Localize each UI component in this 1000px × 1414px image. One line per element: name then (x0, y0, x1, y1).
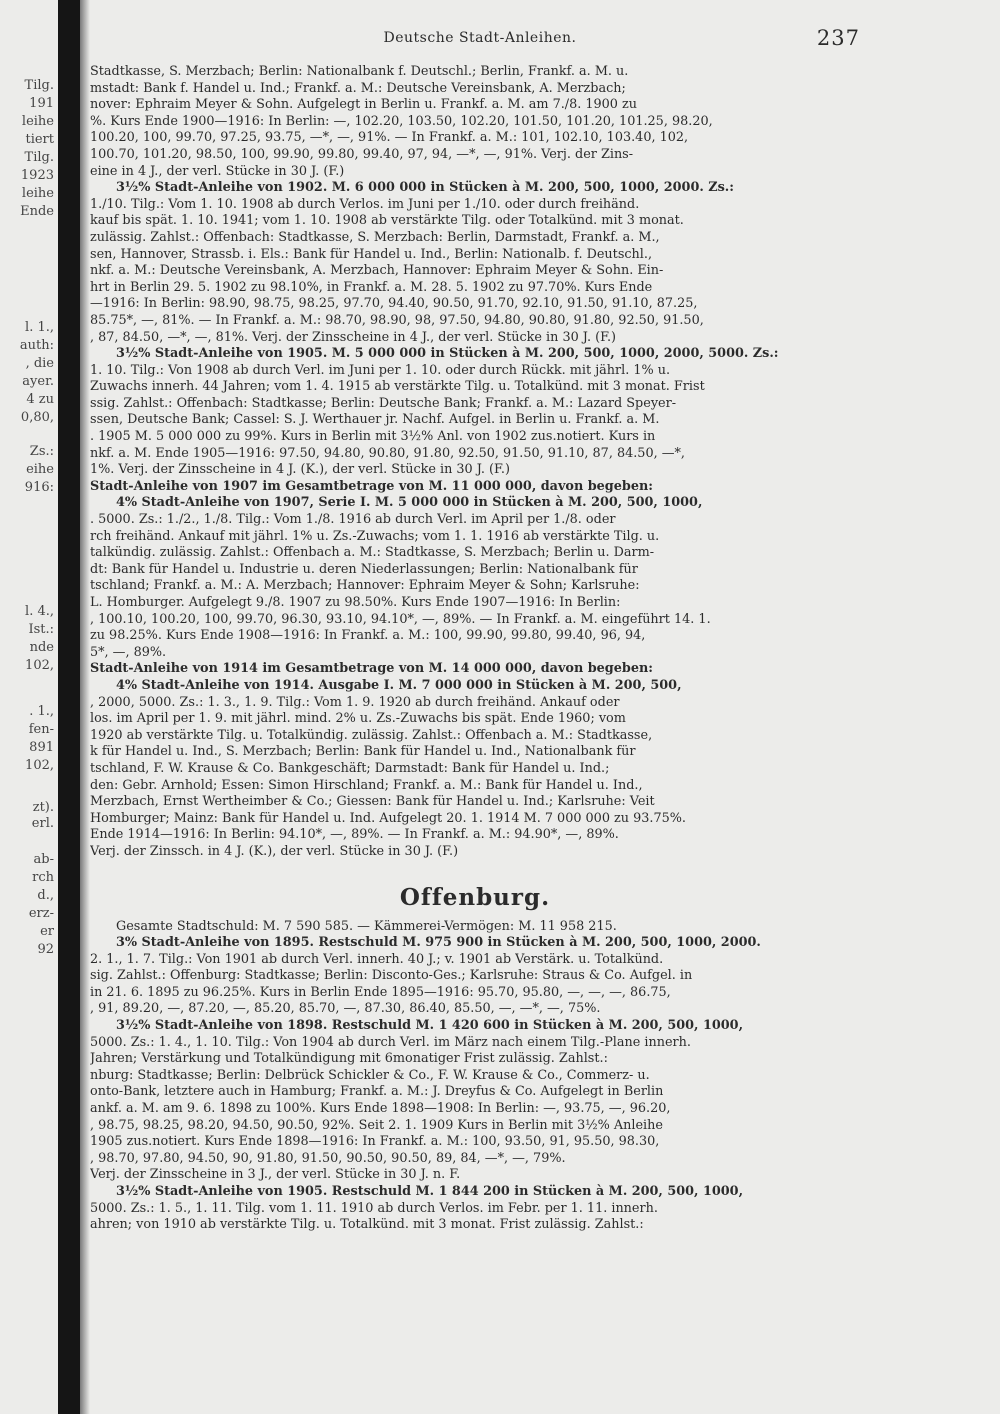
page-number: 237 (816, 26, 860, 50)
text-line: 3% Stadt-Anleihe von 1895. Restschuld M. 975 900 in Stücken à M. 200, 500, 1000, 2000. (116, 935, 761, 951)
margin-fragment: leihe (21, 114, 54, 129)
text-line: zu 98.25%. Kurs Ende 1908—1916: In Frankf. a. M.: 100, 99.90, 99.80, 99.40, 96, 94, (90, 628, 646, 644)
text-line: Homburger; Mainz: Bank für Handel u. Ind. Aufgelegt 20. 1. 1914 M. 7 000 000 zu 93.75%. (90, 810, 686, 826)
text-line: Gesamte Stadtschuld: M. 7 590 585. — Kämmerei-Vermögen: M. 11 958 215. (116, 918, 617, 934)
margin-fragment: erz- (28, 906, 54, 921)
margin-fragment: Tilg. (24, 78, 54, 93)
text-line: eine in 4 J., der verl. Stücke in 30 J. (F.) (90, 163, 345, 179)
text-line: zulässig. Zahlst.: Offenbach: Stadtkasse, S. Merzbach: Berlin, Darmstadt, Frankf. a. M., (90, 229, 660, 245)
text-line: Jahren; Verstärkung und Totalkündigung mit 6monatiger Frist zulässig. Zahlst.: (90, 1051, 608, 1067)
margin-fragment: d., (37, 888, 54, 903)
margin-fragment: 191 (29, 96, 54, 111)
text-line: mstadt: Bank f. Handel u. Ind.; Frankf. a. M.: Deutsche Vereinsbank, A. Merzbach; (90, 80, 626, 96)
margin-fragment: Ist.: (28, 622, 54, 637)
text-line: Zuwachs innerh. 44 Jahren; vom 1. 4. 1915 ab verstärkte Tilg. u. Totalkünd. mit 3 monat. Frist (90, 379, 705, 395)
margin-fragment: 102, (25, 758, 54, 773)
text-line: . 1905 M. 5 000 000 zu 99%. Kurs in Berlin mit 3½% Anl. von 1902 zus.notiert. Kurs in (90, 429, 656, 445)
text-line: talkündig. zulässig. Zahlst.: Offenbach a. M.: Stadtkasse, S. Merzbach; Berlin u. Darm- (90, 545, 655, 561)
margin-fragment: eihe (26, 462, 54, 477)
text-line: ssen, Deutsche Bank; Cassel: S. J. Werthauer jr. Nachf. Aufgel. in Berlin u. Frankf. a. M. (90, 412, 660, 428)
text-line: , 87, 84.50, —*, —, 81%. Verj. der Zinsscheine in 4 J., der verl. Stücke in 30 J. (F.) (90, 329, 617, 345)
city-heading: Offenburg. (399, 883, 551, 911)
text-line: 3½% Stadt-Anleihe von 1898. Restschuld M. 1 420 600 in Stücken à M. 200, 500, 1000, (116, 1018, 744, 1034)
text-line: in 21. 6. 1895 zu 96.25%. Kurs in Berlin Ende 1895—1916: 95.70, 95.80, —, —, —, 86.75, (90, 984, 671, 1000)
text-line: nburg: Stadtkasse; Berlin: Delbrück Schickler & Co., F. W. Krause & Co., Commerz- u. (90, 1067, 650, 1083)
margin-fragment: . 1., (29, 704, 54, 719)
text-line: den: Gebr. Arnhold; Essen: Simon Hirschland; Frankf. a. M.: Bank für Handel u. Ind., (90, 777, 643, 793)
margin-fragment: 92 (37, 942, 54, 957)
margin-fragment: 916: (24, 480, 54, 495)
text-line: Verj. der Zinsscheine in 3 J., der verl. Stücke in 30 J. n. F. (90, 1167, 461, 1183)
margin-fragment: 1923 (20, 168, 54, 183)
text-line: rch freihänd. Ankauf mit jährl. 1% u. Zs.-Zuwachs; vom 1. 1. 1916 ab verstärkte Tilg. u. (90, 528, 660, 544)
book-spine (58, 0, 80, 1414)
text-line: onto-Bank, letztere auch in Hamburg; Frankf. a. M.: J. Dreyfus & Co. Aufgelegt in Berlin (90, 1084, 664, 1100)
margin-fragment: ab- (33, 852, 54, 867)
section-offenburg (90, 919, 860, 1234)
margin-fragment: 4 zu (26, 392, 54, 407)
text-line: , 98.70, 97.80, 94.50, 90, 91.80, 91.50, 90.50, 90.50, 89, 84, —*, —, 79%. (90, 1150, 566, 1166)
text-line: Merzbach, Ernst Wertheimber & Co.; Giessen: Bank für Handel u. Ind.; Karlsruhe: Veit (90, 794, 655, 810)
margin-fragment: nde (29, 640, 54, 655)
margin-fragment: fen- (28, 722, 54, 737)
margin-fragment: , die (25, 356, 54, 371)
text-line: Verj. der Zinssch. in 4 J. (K.), der verl. Stücke in 30 J. (F.) (90, 843, 459, 859)
text-line: 5*, —, 89%. (90, 644, 167, 660)
text-line: ankf. a. M. am 9. 6. 1898 zu 100%. Kurs Ende 1898—1908: In Berlin: —, 93.75, —, 96.20, (90, 1101, 671, 1117)
spine-shadow (80, 0, 90, 1414)
margin-fragment: tiert (25, 132, 54, 147)
margin-fragment: ayer. (22, 374, 54, 389)
text-line: nover: Ephraim Meyer & Sohn. Aufgelegt in Berlin u. Frankf. a. M. am 7./8. 1900 zu (90, 97, 637, 113)
text-line: 1920 ab verstärkte Tilg. u. Totalkündig. zulässig. Zahlst.: Offenbach a. M.: Stadtkasse, (90, 727, 653, 743)
text-line: ahren; von 1910 ab verstärkte Tilg. u. Totalkünd. mit 3 monat. Frist zulässig. Zahlst.: (90, 1217, 644, 1233)
margin-fragment: leihe (21, 186, 54, 201)
margin-fragment: erl. (31, 816, 54, 831)
text-line: Stadt-Anleihe von 1907 im Gesamtbetrage von M. 11 000 000, davon begeben: (90, 478, 653, 494)
body-text (90, 64, 860, 1404)
running-head: Deutsche Stadt-Anleihen. (383, 30, 577, 46)
margin-fragment: auth: (19, 338, 54, 353)
text-line: 3½% Stadt-Anleihe von 1902. M. 6 000 000 in Stücken à M. 200, 500, 1000, 2000. Zs.: (116, 180, 734, 196)
text-line: nkf. a. M. Ende 1905—1916: 97.50, 94.80, 90.80, 91.80, 92.50, 91.50, 91.10, 87, 84.50, —*, (90, 445, 685, 461)
text-line: 100.20, 100, 99.70, 97.25, 93.75, —*, —, 91%. — In Frankf. a. M.: 101, 102.10, 103.40, 102, (90, 130, 689, 146)
text-line: los. im April per 1. 9. mit jährl. mind. 2% u. Zs.-Zuwachs bis spät. Ende 1960; vom (90, 711, 626, 727)
text-line: sig. Zahlst.: Offenburg: Stadtkasse; Berlin: Disconto-Ges.; Karlsruhe: Straus & Co. Aufgel. in (90, 968, 693, 984)
margin-fragment: rch (32, 870, 54, 885)
text-line: —1916: In Berlin: 98.90, 98.75, 98.25, 97.70, 94.40, 90.50, 91.70, 92.10, 91.50, 91.10, 87.25, (90, 296, 698, 312)
margin-fragment: l. 1., (25, 320, 54, 335)
text-line: Stadtkasse, S. Merzbach; Berlin: Nationalbank f. Deutschl.; Berlin, Frankf. a. M. u. (90, 64, 629, 79)
text-line: 1./10. Tilg.: Vom 1. 10. 1908 ab durch Verlos. im Juni per 1./10. oder durch freihänd. (90, 196, 640, 212)
text-line: , 2000, 5000. Zs.: 1. 3., 1. 9. Tilg.: Vom 1. 9. 1920 ab durch freihänd. Ankauf oder (90, 694, 620, 710)
page-header (100, 26, 860, 50)
margin-fragment: er (40, 924, 54, 939)
text-line: 4% Stadt-Anleihe von 1914. Ausgabe I. M. 7 000 000 in Stücken à M. 200, 500, (116, 677, 682, 693)
text-line: L. Homburger. Aufgelegt 9./8. 1907 zu 98.50%. Kurs Ende 1907—1916: In Berlin: (90, 595, 621, 610)
text-line: , 98.75, 98.25, 98.20, 94.50, 90.50, 92%. Seit 2. 1. 1909 Kurs in Berlin mit 3½% Anleihe (90, 1117, 663, 1133)
text-line: 100.70, 101.20, 98.50, 100, 99.90, 99.80, 99.40, 97, 94, —*, —, 91%. Verj. der Zins- (90, 146, 634, 162)
margin-fragment: zt). (32, 800, 54, 815)
margin-fragment: Tilg. (24, 150, 54, 165)
margin-fragment: l. 4., (25, 604, 54, 619)
margin-fragment: Zs.: (29, 444, 54, 459)
margin-fragment: 891 (29, 740, 54, 755)
text-line: %. Kurs Ende 1900—1916: In Berlin: —, 102.20, 103.50, 102.20, 101.50, 101.20, 101.25, 98.20, (90, 113, 713, 129)
text-line: 3½% Stadt-Anleihe von 1905. Restschuld M. 1 844 200 in Stücken à M. 200, 500, 1000, (116, 1184, 744, 1199)
text-line: . 5000. Zs.: 1./2., 1./8. Tilg.: Vom 1./8. 1916 ab durch Verl. im April per 1./8. oder (90, 512, 616, 528)
text-line: 1. 10. Tilg.: Von 1908 ab durch Verl. im Juni per 1. 10. oder durch Rückk. mit jährl. 1% u. (90, 362, 671, 378)
text-line: sen, Hannover, Strassb. i. Els.: Bank für Handel u. Ind., Berlin: Nationalb. f. Deutschl., (90, 246, 653, 262)
text-line: Ende 1914—1916: In Berlin: 94.10*, —, 89%. — In Frankf. a. M.: 94.90*, —, 89%. (90, 827, 619, 843)
text-line: tschland; Frankf. a. M.: A. Merzbach; Hannover: Ephraim Meyer & Sohn; Karlsruhe: (90, 578, 640, 594)
text-line: Stadt-Anleihe von 1914 im Gesamtbetrage von M. 14 000 000, davon begeben: (90, 661, 653, 677)
text-line: 1905 zus.notiert. Kurs Ende 1898—1916: In Frankf. a. M.: 100, 93.50, 91, 95.50, 98.30, (90, 1134, 660, 1150)
section-previous-city (90, 64, 860, 861)
text-line: hrt in Berlin 29. 5. 1902 zu 98.10%, in Frankf. a. M. 28. 5. 1902 zu 97.70%. Kurs Ende (90, 279, 653, 295)
text-line: tschland, F. W. Krause & Co. Bankgeschäft; Darmstadt: Bank für Handel u. Ind.; (90, 760, 610, 776)
text-line: nkf. a. M.: Deutsche Vereinsbank, A. Merzbach, Hannover: Ephraim Meyer & Sohn. Ein- (90, 263, 664, 279)
text-line: 2. 1., 1. 7. Tilg.: Von 1901 ab durch Verl. innerh. 40 J.; v. 1901 ab Verstärk. u. Totalkünd. (90, 951, 664, 967)
text-line: ssig. Zahlst.: Offenbach: Stadtkasse; Berlin: Deutsche Bank; Frankf. a. M.: Lazard Speyer- (90, 395, 677, 411)
text-line: 4% Stadt-Anleihe von 1907, Serie I. M. 5 000 000 in Stücken à M. 200, 500, 1000, (116, 495, 703, 511)
text-line: k für Handel u. Ind., S. Merzbach; Berlin: Bank für Handel u. Ind., Nationalbank für (90, 744, 636, 760)
text-line: 85.75*, —, 81%. — In Frankf. a. M.: 98.70, 98.90, 98, 97.50, 94.80, 90.80, 91.80, 92.50, 91.50, (90, 312, 704, 328)
text-line: 1%. Verj. der Zinsscheine in 4 J. (K.), der verl. Stücke in 30 J. (F.) (90, 462, 510, 478)
text-line: 3½% Stadt-Anleihe von 1905. M. 5 000 000 in Stücken à M. 200, 500, 1000, 2000, 5000. Zs.: (116, 346, 779, 362)
text-line: , 100.10, 100.20, 100, 99.70, 96.30, 93.10, 94.10*, —, 89%. — In Frankf. a. M. eingeführt 14. 1. (90, 611, 711, 627)
margin-fragment: 0,80, (20, 410, 54, 425)
margin-fragment: 102, (25, 658, 54, 673)
margin-fragment: Ende (20, 204, 54, 219)
text-line: dt: Bank für Handel u. Industrie u. deren Niederlassungen; Berlin: Nationalbank für (90, 561, 638, 577)
text-line: 5000. Zs.: 1. 5., 1. 11. Tilg. vom 1. 11. 1910 ab durch Verlos. im Febr. per 1. 11. innerh. (90, 1200, 658, 1216)
left-margin-fragments (0, 0, 58, 1414)
text-line: , 91, 89.20, —, 87.20, —, 85.20, 85.70, —, 87.30, 86.40, 85.50, —, —*, —, 75%. (90, 1001, 601, 1017)
text-line: kauf bis spät. 1. 10. 1941; vom 1. 10. 1908 ab verstärkte Tilg. oder Totalkünd. mit 3 monat. (90, 213, 684, 229)
text-line: 5000. Zs.: 1. 4., 1. 10. Tilg.: Von 1904 ab durch Verl. im März nach einem Tilg.-Plane innerh. (90, 1034, 691, 1050)
